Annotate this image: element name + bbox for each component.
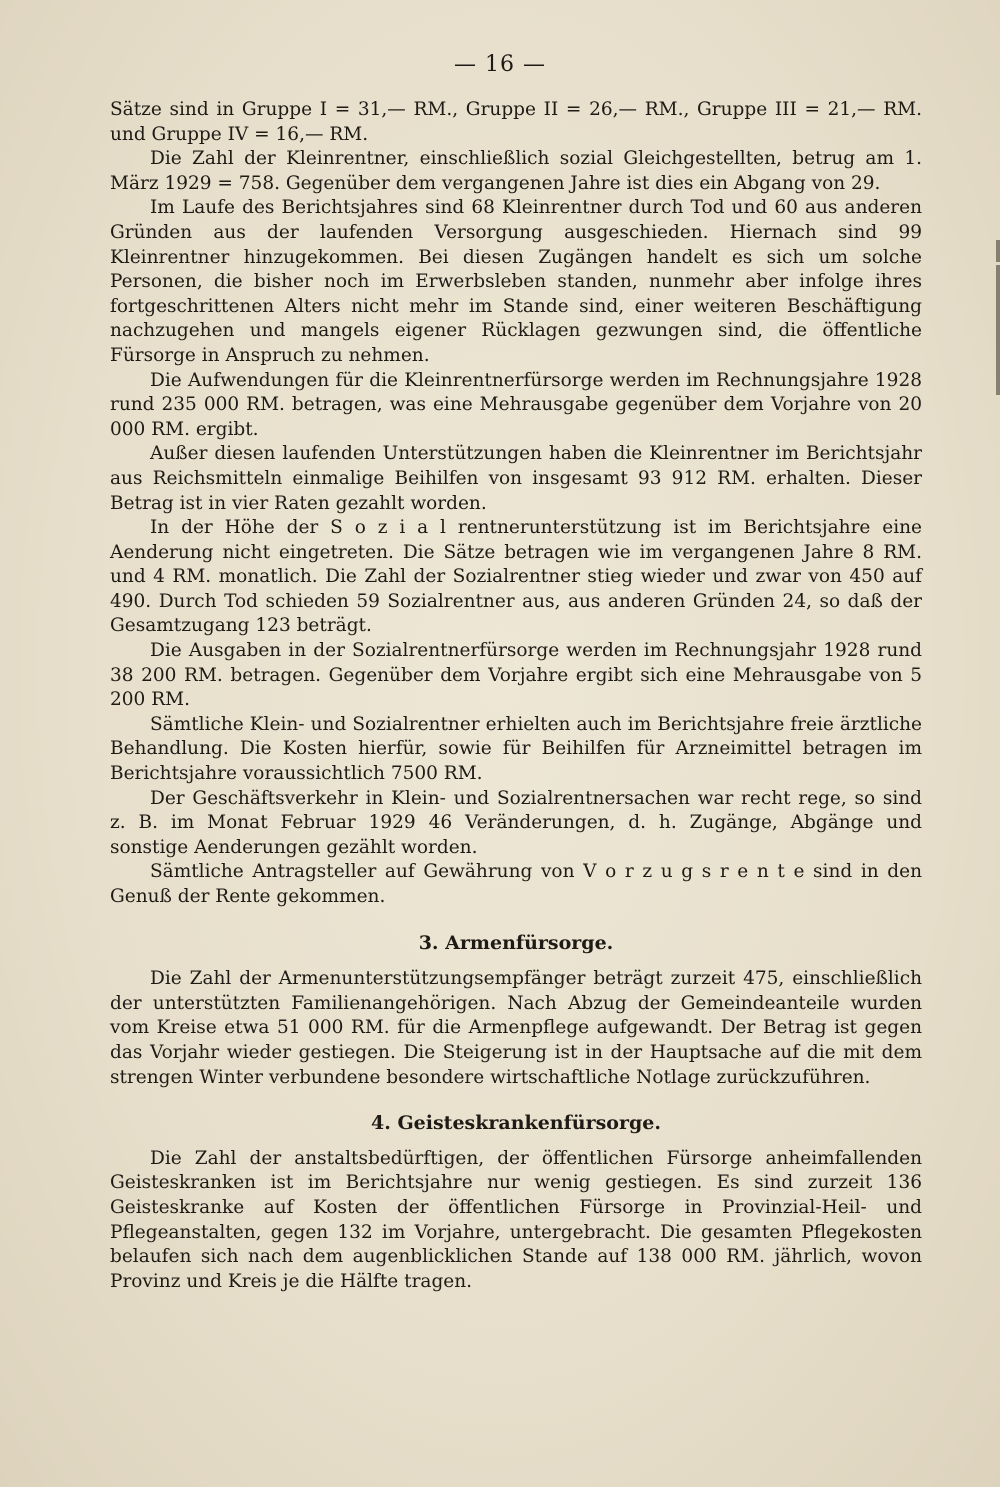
paragraph: Der Geschäftsverkehr in Klein- und Sozialrentnersachen war recht rege, so sind z. B. im Monat Februar 1929 46 Veränderungen, d. h. Zugänge, Abgänge und sonstige Aenderungen gezählt worden. (110, 787, 922, 858)
paragraph: Außer diesen laufenden Unterstützungen haben die Kleinrentner im Berichtsjahr aus Reichsmitteln einmalige Beihilfen von insgesamt 93 912 RM. erhalten. Dieser Betrag ist in vier Raten gezahlt worden. (110, 443, 922, 514)
paragraph: Die Ausgaben in der Sozialrentnerfürsorge werden im Rechnungsjahr 1928 rund 38 200 RM. betragen. Gegenüber dem Vorjahre ergibt sich eine Mehrausgabe von 5 200 RM. (110, 640, 922, 711)
paragraph: In der Höhe der S o z i a l rentnerunterstützung ist im Berichtsjahre eine Aenderung nicht eingetreten. Die Sätze betragen wie im vergangenen Jahre 8 RM. und 4 RM. monatlich. Die Zahl der Sozialrentner stieg wieder und zwar von 450 auf 490. Durch Tod schieden 59 Sozialrentner aus, aus anderen Gründen 24, so daß der Gesamtzugang 123 beträgt. (110, 517, 922, 637)
paragraph: Sätze sind in Gruppe I = 31,— RM., Gruppe II = 26,— RM., Gruppe III = 21,— RM. und Gruppe IV = 16,— RM. (110, 99, 922, 145)
paragraph: Die Zahl der Kleinrentner, einschließlich sozial Gleichgestellten, betrug am 1. März 1929 = 758. Gegenüber dem vergangenen Jahre ist dies ein Abgang von 29. (110, 148, 922, 194)
geisteskrankenfuersorge-section (110, 1147, 922, 1295)
section-heading-geisteskrankenfuersorge: 4. Geisteskrankenfürsorge. (371, 1112, 661, 1135)
section-heading-armenfuersorge: 3. Armenfürsorge. (418, 931, 614, 954)
paragraph: Die Aufwendungen für die Kleinrentnerfürsorge werden im Rechnungsjahre 1928 rund 235 000 RM. betragen, was eine Mehrausgabe gegenüber dem Vorjahre von 20 000 RM. ergibt. (110, 369, 922, 440)
paragraph: Die Zahl der Armenunterstützungsempfänger beträgt zurzeit 475, einschließlich der unterstützten Familienangehörigen. Nach Abzug der Gemeindeanteile wurden vom Kreise etwa 51 000 RM. für die Armenpflege aufgewandt. Der Betrag ist gegen das Vorjahr wieder gestiegen. Die Steigerung ist in der Hauptsache auf die mit dem strengen Winter verbundene besondere wirtschaftliche Notlage zurückzuführen. (110, 968, 922, 1088)
body-text (110, 98, 922, 1294)
page-number: — 16 — (454, 52, 546, 77)
paragraph: Im Laufe des Berichtsjahres sind 68 Kleinrentner durch Tod und 60 aus anderen Gründen aus der laufenden Versorgung ausgeschieden. Hiernach sind 99 Kleinrentner hinzugekommen. Bei diesen Zugängen handelt es sich um solche Personen, die bisher noch im Erwerbsleben standen, nunmehr aber infolge ihres fortgeschrittenen Alters nicht mehr im Stande sind, einer weiteren Beschäftigung nachzugehen und mangels eigener Rücklagen gezwungen sind, die öffentliche Fürsorge in Anspruch zu nehmen. (110, 197, 922, 366)
paragraph: Sämtliche Antragsteller auf Gewährung von V o r z u g s r e n t e sind in den Genuß der Rente gekommen. (110, 861, 922, 907)
scan-edge-mark (996, 240, 1000, 262)
armenfuersorge-section (110, 967, 922, 1090)
paragraph: Die Zahl der anstaltsbedürftigen, der öffentlichen Fürsorge anheimfallenden Geisteskranken ist im Berichtsjahre nur wenig gestiegen. Es sind zurzeit 136 Geisteskranke auf Kosten der öffentlichen Fürsorge in Provinzial-Heil- und Pflegeanstalten, gegen 132 im Vorjahre, untergebracht. Die gesamten Pflegekosten belaufen sich nach dem augenblicklichen Stande auf 138 000 RM. jährlich, wovon Provinz und Kreis je die Hälfte tragen. (110, 1147, 922, 1292)
paragraph: Sämtliche Klein- und Sozialrentner erhielten auch im Berichtsjahre freie ärztliche Behandlung. Die Kosten hierfür, sowie für Beihilfen für Arzneimittel betragen im Berichtsjahre voraussichtlich 7500 RM. (110, 713, 922, 785)
intro-section (110, 98, 922, 910)
scan-edge-mark (996, 265, 1000, 395)
